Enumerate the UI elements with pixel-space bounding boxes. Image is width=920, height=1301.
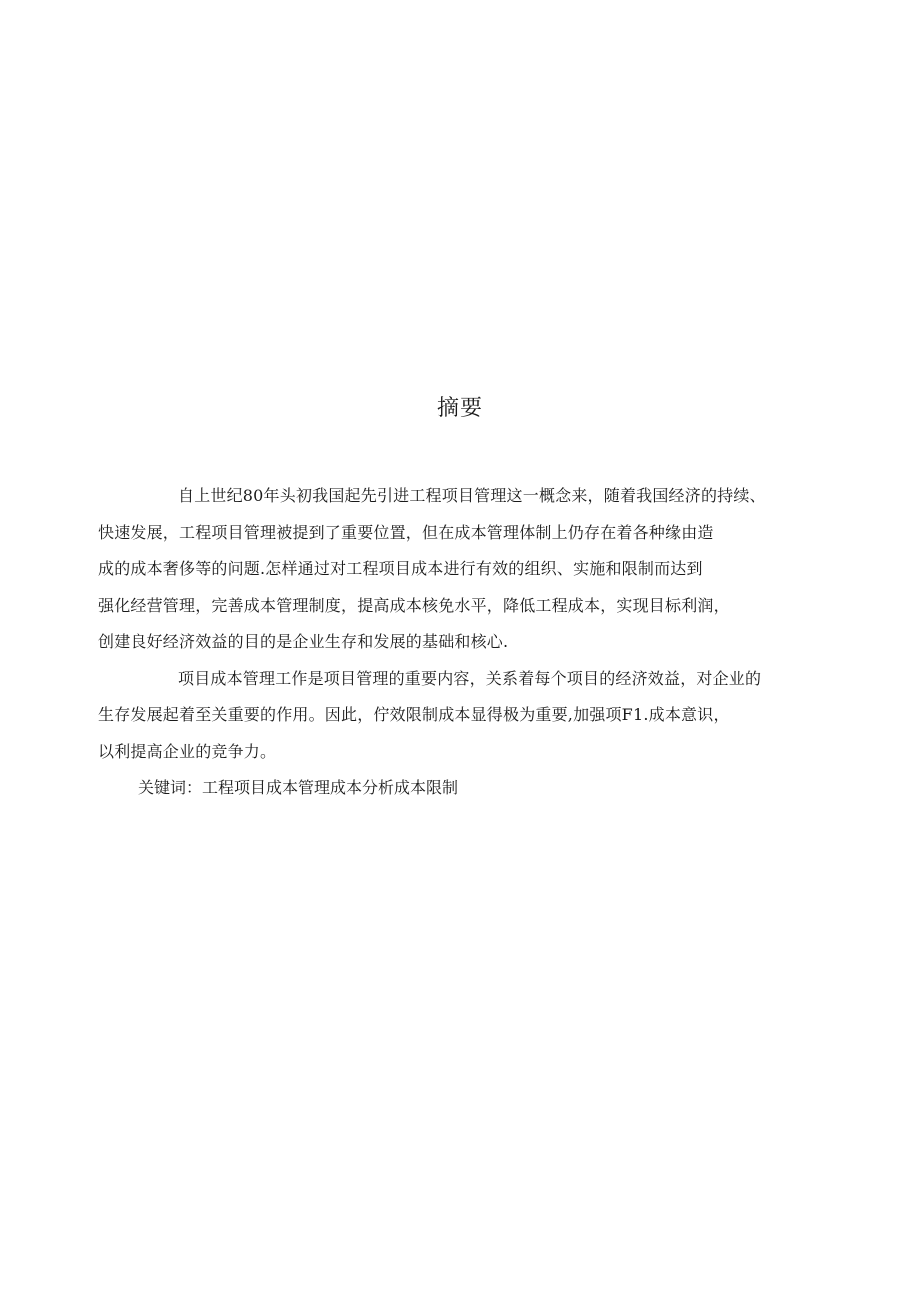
paragraph-1-line-5: 创建良好经济效益的目的是企业生存和发展的基础和核心. <box>98 632 509 651</box>
paragraph-1-line-1: 自上世纪80年头初我国起先引进工程项目管理这一概念来，随着我国经济的持续、 <box>178 486 766 505</box>
keywords-line <box>138 770 788 807</box>
paragraph-1-line-3: 成的成本奢侈等的问题.怎样通过对工程项目成本进行有效的组织、实施和限制而达到 <box>98 559 703 578</box>
paragraph-2-line-3: 以利提高企业的竞争力。 <box>98 741 277 761</box>
paragraph-1-line-4: 强化经营管理，完善成本管理制度，提高成本核免水平，降低工程成本，实现目标利润， <box>98 595 730 615</box>
abstract-title: 摘要 <box>436 396 483 421</box>
abstract-body <box>98 478 788 807</box>
paragraph-1-line-2: 快速发展，工程项目管理被提到了重要位置，但在成本管理体制上仍存在着各种缘由造 <box>98 522 714 542</box>
keywords-text: 工程项目成本管理成本分析成本限制 <box>202 778 459 797</box>
paragraph-2-line-2: 生存发展起着至关重要的作用。因此，佇效限制成本显得极为重要,加强项F1.成本意识， <box>98 705 730 724</box>
paragraph-1 <box>98 478 788 661</box>
keywords-label: 关键词： <box>138 778 203 797</box>
paragraph-2 <box>98 661 788 771</box>
paragraph-2-line-1: 项目成本管理工作是项目管理的重要内容，关系着每个项目的经济效益，对企业的 <box>178 668 762 688</box>
